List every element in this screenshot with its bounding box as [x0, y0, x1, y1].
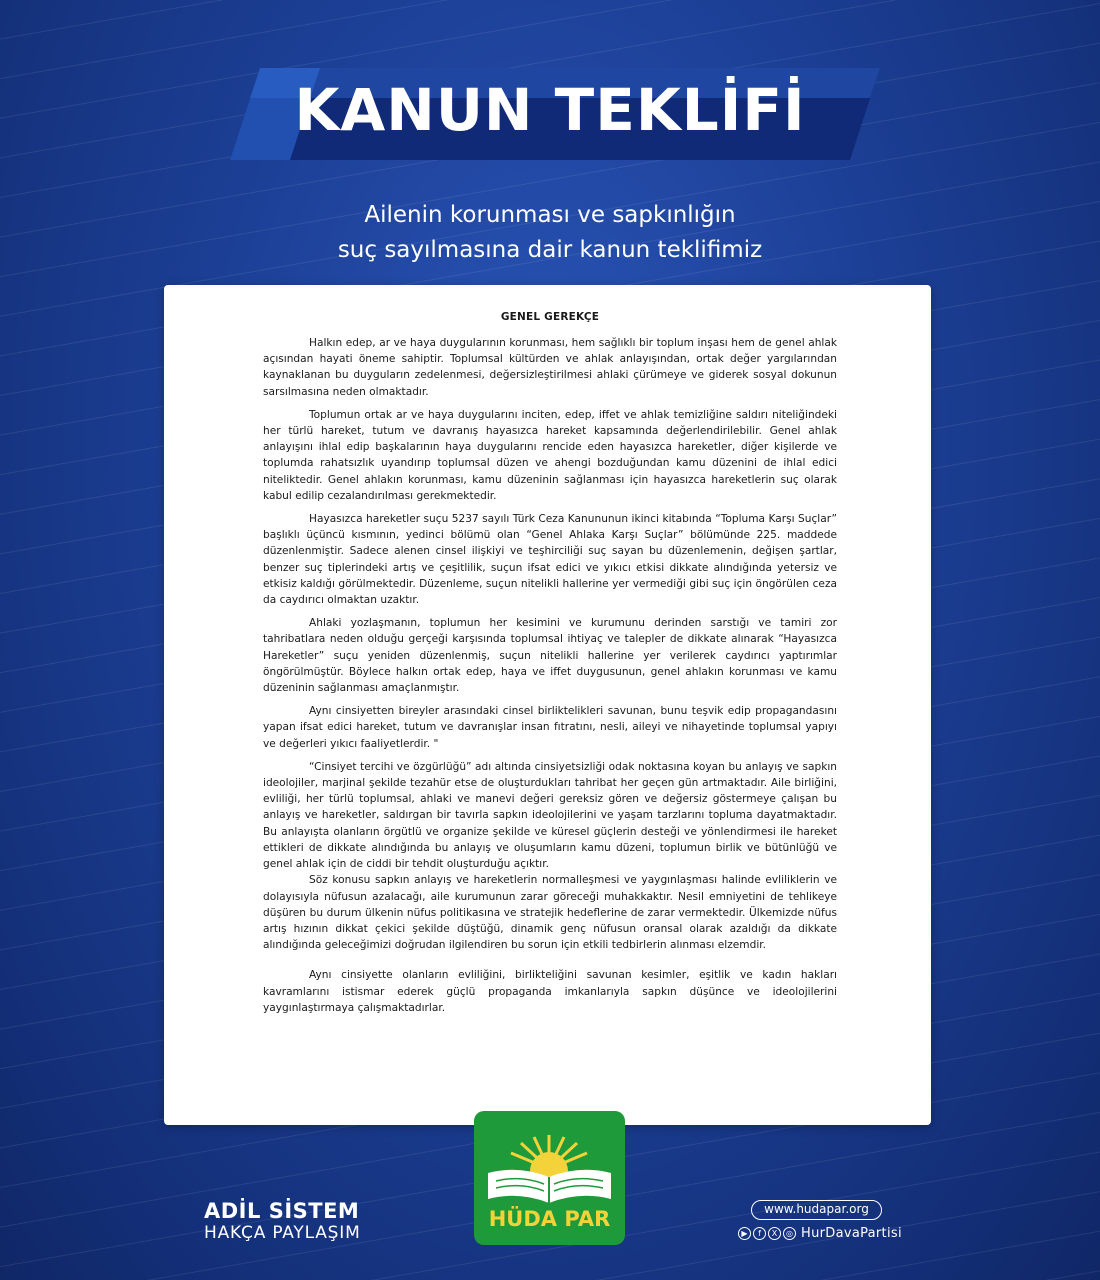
paragraph-6: “Cinsiyet tercihi ve özgürlüğü” adı altında cinsiyetsizliği odak noktasına koyan bu anlayış ve sapkın ideolojiler, marjinal şekilde tezahür etse de oluşturdukları tahribat her geçen gün artmaktadır. Aile birliğini, evliliği, her türlü toplumsal, ahlaki ve manevi değeri gereksiz gören ve değersiz göstermeye çalışan bu anlayış ve hareketler, saldırgan bir tavırla sapkın ideolojilerini ve yaşam tarzlarını topluma dayatmaktadır. Bu anlayışta olanların örgütlü ve organize şekilde ve küresel güçlerin desteği ve yönlendirmesi ile hareket ettikleri de dikkate alındığında bu anlayış ve oluşumların kamu düzeni, toplumun birlik ve bütünlüğü ve genel ahlak için de ciddi bir tehdit oluşturduğu açıktır.: [263, 760, 837, 871]
paragraph-8: Aynı cinsiyette olanların evliliğini, birlikteliğini savunan kesimler, eşitlik ve kadın hakları kavramlarını istismar ederek güçlü propaganda imkanlarıyla sapkın düşünce ve ideolojilerini yaygınlaştırmaya çalışmaktadırlar.: [263, 969, 837, 1014]
document-page: [164, 285, 931, 1125]
instagram-icon[interactable]: ◎: [783, 1227, 796, 1240]
website-link[interactable]: www.hudapar.org: [751, 1200, 882, 1220]
paragraph-1: Halkın edep, ar ve haya duygularının korunması, hem sağlıklı bir toplum inşası hem de genel ahlak açısından hayati öneme sahiptir. Toplumsal kültürden ve ahlak anlayışından, ortak değer yargılarından kaynaklanan bu duyguların zedelenmesi, değersizleştirilmesi ahlaki çürümeye ve giderek sosyal dokunun sarsılmasına neden olmaktadır.: [263, 337, 837, 398]
subtitle-line-1: Ailenin korunması ve sapkınlığın: [364, 202, 736, 228]
subtitle-line-2: suç sayılmasına dair kanun teklifimiz: [337, 237, 763, 263]
page-title: KANUN TEKLİFİ: [294, 76, 806, 144]
slogan-line-2: HAKÇA PAYLAŞIM: [204, 1223, 361, 1243]
paragraph-3: Hayasızca hareketler suçu 5237 sayılı Türk Ceza Kanununun ikinci kitabında “Topluma Karşı Suçlar” başlıklı üçüncü kısmının, yedinci bölümü olan “Genel Ahlaka Karşı Suçlar” bölümünde 225. maddede düzenlenmiştir. Sadece alenen cinsel ilişkiyi ve teşhirciliği suç sayan bu düzenlemenin, değişen şartlar, benzer suç tiplerindeki artış ve çeşitlilik, suçun ifsat edici ve yıkıcı etkisi dikkate alındığında yetersiz ve etkisiz kaldığı görülmektedir. Düzenleme, suçun nitelikli hallerine yer vermediği gibi suç için öngörülen ceza da caydırıcı olmaktan uzaktır.: [263, 513, 837, 607]
social-row: [738, 1226, 902, 1241]
x-icon[interactable]: X: [768, 1227, 781, 1240]
facebook-icon[interactable]: f: [753, 1227, 766, 1240]
logo-text: HÜDA PAR: [488, 1207, 611, 1231]
slogan-line-1: ADİL SİSTEM: [204, 1199, 360, 1223]
paragraph-5: Aynı cinsiyetten bireyler arasındaki cinsel birliktelikleri savunan, bunu teşvik edip propagandasını yapan ifsat edici hareket, tutum ve davranışlar insan fıtratını, nesli, aileyi ve nihayetinde toplumsal yapıyı ve değerleri yıkıcı faaliyetlerdir. ": [263, 705, 837, 750]
subtitle: [0, 198, 1100, 268]
slogan: [204, 1199, 361, 1243]
paragraph-4: Ahlaki yozlaşmanın, toplumun her kesimini ve kurumunu derinden sarstığı ve tamiri zor tahribatlara neden olduğu gerçeği karşısında toplumsal ihtiyaç ve talepler de dikkate alınarak “Hayasızca Hareketler” suçu yeniden düzenlenmiş, suçun nitelikli hallerine yer verilerek caydırıcı yaptırımlar öngörülmüştür. Böylece halkın ortak edep, haya ve iffet duygusunun, genel ahlakın korunması ve kamu düzeninin sağlanması amaçlanmıştır.: [263, 617, 837, 695]
paragraph-7: Söz konusu sapkın anlayış ve hareketlerin normalleşmesi ve yaygınlaşması halinde evliliklerin ve dolayısıyla nüfusun azalacağı, aile kurumunun zarar göreceği muhakkaktır. Nesil emniyetini de tehlikeye düşüren bu durum ülkenin nüfus politikasına ve stratejik hedeflerine de zarar vermektedir. Ülkemizde nüfus artış hızının dikkat çekici şekilde düştüğü, dinamik genç nüfusun oransal olarak azaldığı da dikkate alındığında geleceğimizi doğrudan ilgilendiren bu sorun için etkili tedbirlerin alınması elzemdir.: [263, 874, 837, 952]
paragraph-2: Toplumun ortak ar ve haya duygularını inciten, edep, iffet ve ahlak temizliğine saldırı niteliğindeki her türlü hareket, tutum ve davranış hayasızca hareket kapsamında değerlendirilebilir. Genel ahlak anlayışını ihlal edip başkalarının haya duygularını rencide eden hayasızca hareketler, diğer kişilerde ve toplumda rahatsızlık uyandırıp toplumsal düzen ve ahengi bozduğundan kamu düzenini de ihlal edici niteliktedir. Genel ahlakın korunması, kamu düzeninin sağlanması için hayasızca hareketlerin suç olarak kabul edilip cezalandırılması gerekmektedir.: [263, 408, 837, 502]
document-heading: GENEL GEREKÇE: [500, 311, 600, 323]
youtube-icon[interactable]: ▶: [738, 1227, 751, 1240]
social-handle[interactable]: HurDavaPartisi: [801, 1226, 902, 1241]
party-logo: [474, 1111, 625, 1245]
